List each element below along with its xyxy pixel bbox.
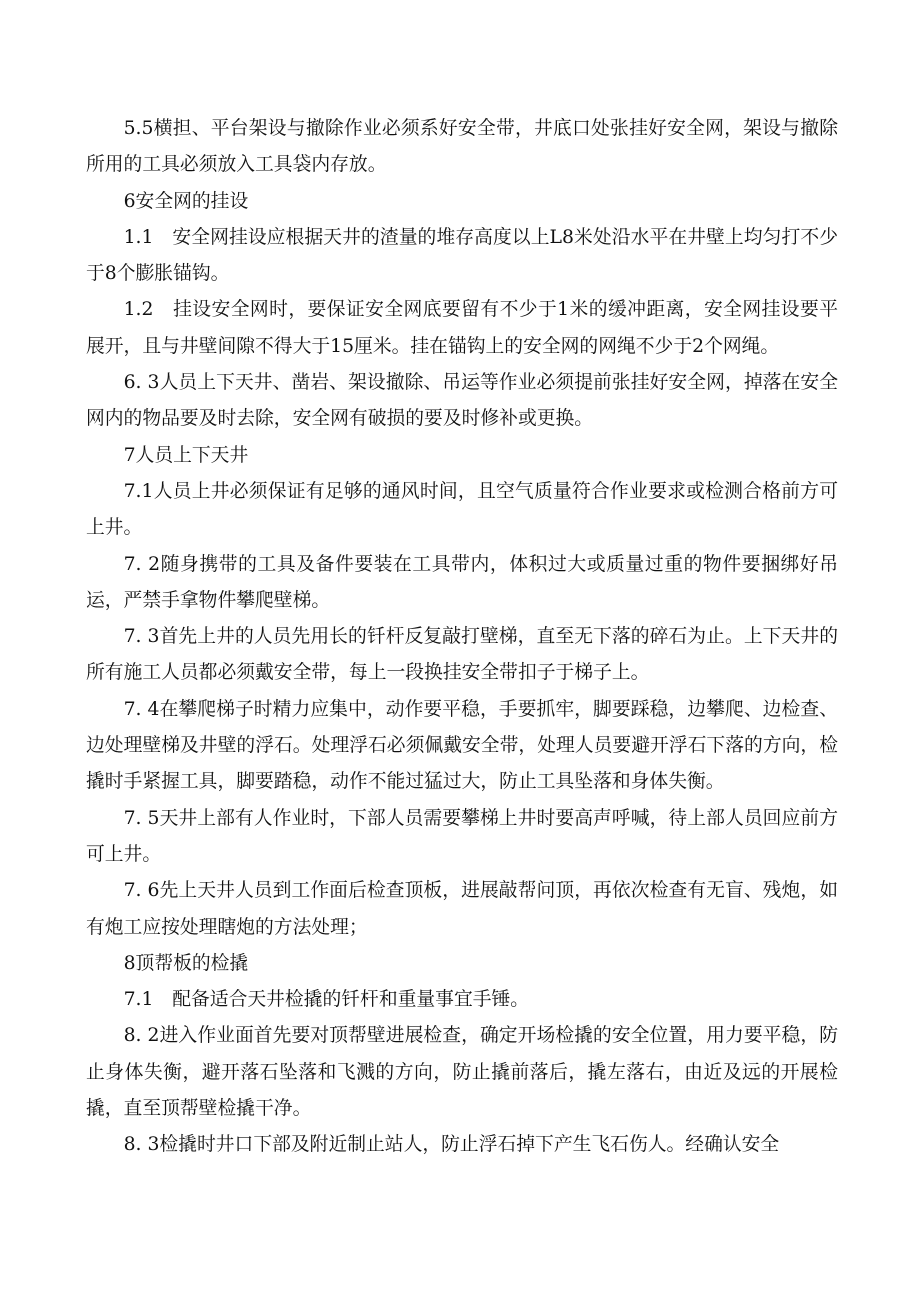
paragraph-1-2: 1.2 挂设安全网时，要保证安全网底要留有不少于1米的缓冲距离，安全网挂设要平展开，且与井壁间隙不得大于15厘米。挂在锚钩上的安全网的网绳不少于2个网绳。 xyxy=(86,299,838,357)
paragraph-1-1: 1.1 安全网挂设应根据天井的渣量的堆存高度以上L8米处沿水平在井壁上均匀打不少于8个膨胀锚钩。 xyxy=(86,226,838,285)
paragraph-7-6: 7. 6先上天井人员到工作面后检查顶板，进展敲帮问顶，再依次检查有无盲、残炮，如有炮工应按处理瞎炮的方法处理； xyxy=(86,880,838,938)
paragraph-8-3: 8. 3检撬时井口下部及附近制止站人，防止浮石掉下产生飞石伤人。经确认安全 xyxy=(123,1134,780,1156)
heading-8-roof-inspection: 8顶帮板的检撬 xyxy=(123,952,249,974)
paragraph-7-1: 7.1人员上井必须保证有足够的通风时间，且空气质量符合作业要求或检测合格前方可上井。 xyxy=(86,480,838,539)
paragraph-7-1-tools: 7.1 配备适合天井检撬的钎杆和重量事宜手锤。 xyxy=(123,989,530,1011)
paragraph-7-2: 7. 2随身携带的工具及备件要装在工具带内，体积过大或质量过重的物件要捆绑好吊运，严禁手拿物件攀爬壁梯。 xyxy=(86,553,838,611)
paragraph-8-2: 8. 2进入作业面首先要对顶帮壁进展检查，确定开场检撬的安全位置，用力要平稳，防止身体失衡，避开落石坠落和飞溅的方向，防止撬前落后，撬左落右，由近及远的开展检撬，直至顶帮壁检撬干净。 xyxy=(86,1025,838,1120)
paragraph-5-5: 5.5横担、平台架设与撤除作业必须系好安全带，井底口处张挂好安全网，架设与撤除所用的工具必须放入工具袋内存放。 xyxy=(86,118,838,176)
heading-6-safety-net: 6安全网的挂设 xyxy=(123,190,249,212)
paragraph-7-4: 7. 4在攀爬梯子时精力应集中，动作要平稳，手要抓牢，脚要踩稳，边攀爬、边检查、边处理壁梯及井壁的浮石。处理浮石必须佩戴安全带，处理人员要避开浮石下落的方向，检撬时手紧握工具，脚要踏稳，动作不能过猛过大，防止工具坠落和身体失衡。 xyxy=(86,698,838,793)
paragraph-7-3: 7. 3首先上井的人员先用长的钎杆反复敲打壁梯，直至无下落的碎石为止。上下天井的所有施工人员都必须戴安全带，每上一段换挂安全带扣子于梯子上。 xyxy=(86,626,838,684)
heading-7-personnel: 7人员上下天井 xyxy=(123,444,249,466)
paragraph-6-3: 6. 3人员上下天井、凿岩、架设撤除、吊运等作业必须提前张挂好安全网，掉落在安全网内的物品要及时去除，安全网有破损的要及时修补或更换。 xyxy=(86,372,838,430)
document-body xyxy=(86,111,838,1164)
paragraph-7-5: 7. 5天井上部有人作业时，下部人员需要攀梯上井时要高声呼喊，待上部人员回应前方可上井。 xyxy=(86,807,838,865)
